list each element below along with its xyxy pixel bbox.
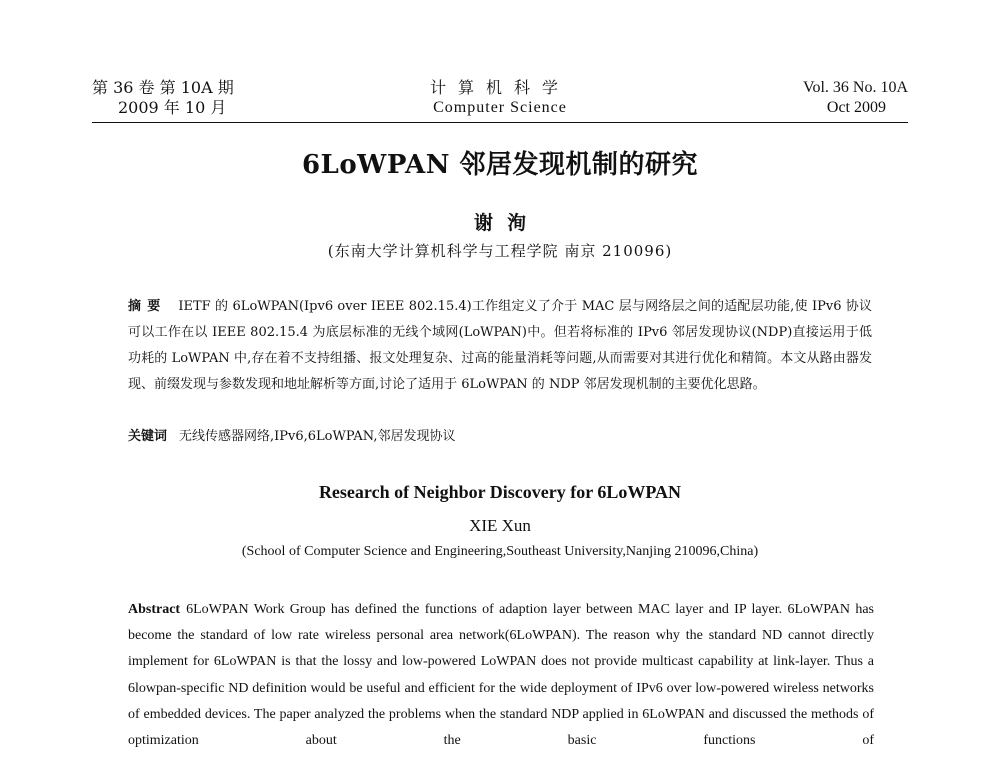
keywords-label-cn: 关键词: [128, 429, 168, 444]
issue-date-en-line: Oct 2009: [826, 99, 886, 116]
issue-date-line: 2009 年 10 月: [118, 98, 227, 117]
abstract-label-en: Abstract: [128, 602, 181, 617]
volume-issue-en-line: Vol. 36 No. 10A: [802, 79, 908, 96]
abstract-en: [128, 597, 874, 754]
keywords-cn: [128, 424, 872, 450]
abstract-text-cn: IETF 的 6LoWPAN(Ipv6 over IEEE 802.15.4)工作组定义了介于 MAC 层与网络层之间的适配层功能,使 IPv6 协议可以工作在以 IEEE 802.15.4 为底层标准的无线个域网(LoWPAN)中。但若将标准的 IPv6 邻居发现协议(NDP)直接运用于低功耗的 LoWPAN 中,存在着不支持组播、报文处理复杂、过高的能量消耗等问题,从而需要对其进行优化和精简。本文从路由器发现、前缀发现与参数发现和地址解析等方面,讨论了适用于 6LoWPAN 的 NDP 邻居发现机制的主要优化思路。: [128, 299, 872, 392]
running-header: [92, 78, 908, 122]
keywords-text-cn: 无线传感器网络,IPv6,6LoWPAN,邻居发现协议: [179, 429, 456, 444]
journal-volume-issue-en: [803, 78, 908, 118]
volume-issue-line: 第 36 卷 第 10A 期: [92, 78, 234, 97]
abstract-label-cn: 摘要: [128, 299, 167, 314]
journal-name: [92, 78, 908, 118]
header-rule: [92, 122, 908, 123]
abstract-text-en: 6LoWPAN Work Group has defined the functions of adaption layer between MAC layer and IP layer. 6LoWPAN has become the standard of low rate wireless personal area network(6LoWPAN). The reason why the standard ND cannot directly implement for 6LoWPAN is that the lossy and low-powered LoWPAN does not provide multicast capability at link-layer. Thus a 6lowpan-specific ND definition would be useful and efficient for the wide deployment of IPv6 over low-powered wireless networks of embedded devices. The paper analyzed the problems when the standard NDP applied in 6LoWPAN and discussed the methods of optimization about the basic functions of: [128, 602, 874, 749]
paper-title-en: Research of Neighbor Discovery for 6LoWPAN: [318, 482, 682, 502]
affiliation-cn: (东南大学计算机科学与工程学院 南京 210096): [327, 242, 673, 260]
affiliation-en: (School of Computer Science and Engineering,Southeast University,Nanjing 210096,China): [241, 544, 759, 559]
abstract-cn: [128, 294, 872, 398]
paper-title-cn: 6LoWPAN 邻居发现机制的研究: [301, 150, 699, 180]
journal-name-cn: 计算机科学: [429, 78, 570, 97]
author-en: XIE Xun: [469, 516, 531, 535]
journal-name-en: Computer Science: [433, 99, 567, 116]
author-cn: 谢洵: [473, 212, 540, 234]
